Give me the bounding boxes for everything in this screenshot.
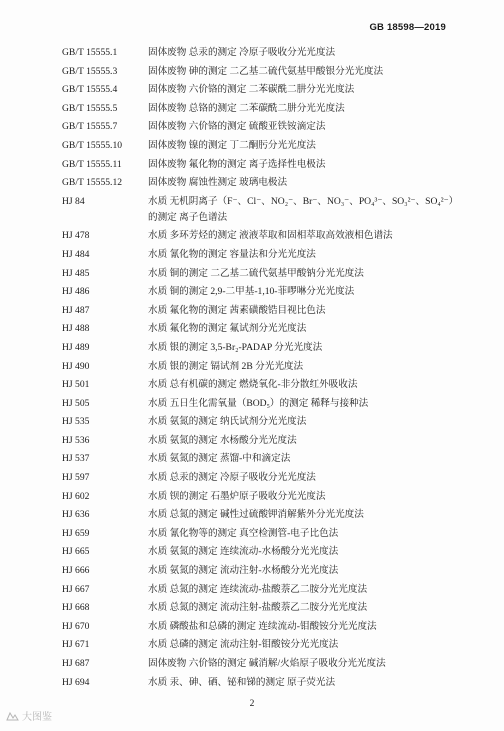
watermark <box>6 708 52 723</box>
standard-title: 水质 氰化物等的测定 真空检测管-电子比色法 <box>148 527 339 539</box>
standard-code: GB/T 15555.11 <box>62 158 122 170</box>
standard-code: HJ 505 <box>62 397 90 409</box>
watermark-text: 大图鉴 <box>22 712 52 723</box>
standard-code: HJ 668 <box>62 602 90 614</box>
standard-code: HJ 597 <box>62 472 90 484</box>
standard-title: 水质 总磷的测定 流动注射-钼酸铵分光光度法 <box>148 639 339 651</box>
standard-code: GB/T 15555.1 <box>62 47 118 58</box>
standard-code: HJ 670 <box>62 620 90 632</box>
standard-title: 固体废物 镍的测定 丁二酮肟分光光度法 <box>148 139 316 151</box>
standard-code: HJ 665 <box>62 546 90 558</box>
standard-code: HJ 485 <box>62 267 90 279</box>
standard-code: HJ 694 <box>62 676 90 688</box>
standard-code-header: GB 18598—2019 <box>369 22 446 33</box>
standard-title: 固体废物 六价铬的测定 硫酸亚铁铵滴定法 <box>148 121 326 133</box>
standard-row <box>62 376 452 395</box>
standard-row <box>62 246 452 265</box>
standard-row <box>62 100 452 119</box>
standard-code: HJ 478 <box>62 230 90 242</box>
standard-row <box>62 63 452 82</box>
standard-row <box>62 581 452 600</box>
standard-title: 水质 氨氮的测定 连续流动-水杨酸分光光度法 <box>148 546 339 558</box>
standard-row <box>62 636 452 655</box>
standard-code: HJ 489 <box>62 341 90 353</box>
standard-title: 固体废物 六价铬的测定 碱消解/火焰原子吸收分光光度法 <box>148 658 386 669</box>
standard-title: 水质 银的测定 镉试剂 2B 分光光度法 <box>148 360 304 372</box>
standard-title: 水质 氨氮的测定 流动注射-水杨酸分光光度法 <box>148 565 339 577</box>
standard-title: 固体废物 总铬的测定 二苯碳酰二肼分光光度法 <box>148 102 345 114</box>
standard-row <box>62 283 452 302</box>
standard-title: 水质 总汞的测定 冷原子吸收分光光度法 <box>148 472 316 484</box>
standard-row <box>62 118 452 137</box>
standard-row <box>62 618 452 637</box>
standard-code: HJ 659 <box>62 527 90 539</box>
standard-row <box>62 339 452 358</box>
standard-title: 水质 氨氮的测定 纳氏试剂分光光度法 <box>148 416 307 428</box>
standard-row <box>62 413 452 432</box>
standard-code: HJ 636 <box>62 509 90 521</box>
standard-row <box>62 44 452 63</box>
watermark-logo-icon <box>6 711 19 721</box>
standard-code: GB/T 15555.4 <box>62 84 118 96</box>
standard-code: HJ 535 <box>62 416 90 428</box>
standard-code: HJ 490 <box>62 360 90 372</box>
standard-title: 水质 银的测定 3,5-Br₂-PADAP 分光光度法 <box>148 341 323 353</box>
standard-title: 水质 钡的测定 石墨炉原子吸收分光光度法 <box>148 490 326 502</box>
standard-title: 水质 氟化物的测定 茜素磺酸锆目视比色法 <box>148 304 326 316</box>
standard-code: HJ 666 <box>62 565 90 577</box>
standard-code: HJ 84 <box>62 195 85 207</box>
standards-list <box>62 44 459 692</box>
standard-title: 水质 总氮的测定 碱性过硫酸钾消解紫外分光光度法 <box>148 509 364 521</box>
standard-code: HJ 537 <box>62 453 90 465</box>
standard-code: GB/T 15555.3 <box>62 65 118 77</box>
standard-title: 水质 氨氮的测定 蒸馏-中和滴定法 <box>148 453 291 465</box>
standard-title: 水质 五日生化需氧量（BOD₅）的测定 稀释与接种法 <box>148 397 369 409</box>
standard-code: HJ 486 <box>62 286 90 298</box>
standard-title: 水质 多环芳烃的测定 液液萃取和固相萃取高效液相色谱法 <box>148 230 393 242</box>
standard-code: HJ 667 <box>62 583 90 595</box>
standard-row <box>62 506 452 525</box>
standard-row <box>62 174 452 193</box>
standard-title: 水质 汞、砷、硒、铋和锑的测定 原子荧光法 <box>148 676 336 688</box>
standard-row <box>62 156 452 175</box>
standard-row <box>62 599 452 618</box>
standard-title-continuation: 的测定 离子色谱法 <box>148 212 228 224</box>
standard-code: GB/T 15555.12 <box>62 177 123 189</box>
standard-row <box>62 227 452 246</box>
standard-title: 固体废物 腐蚀性测定 玻璃电极法 <box>148 177 288 189</box>
standard-row <box>62 358 452 377</box>
standard-row <box>62 265 452 284</box>
standard-row <box>62 450 452 469</box>
standard-row <box>62 395 452 414</box>
standard-code: HJ 602 <box>62 490 90 502</box>
standard-title: 水质 氟化物的测定 氟试剂分光光度法 <box>148 323 307 335</box>
standard-row <box>62 562 452 581</box>
standard-row <box>62 302 452 321</box>
standard-code: HJ 484 <box>62 248 90 260</box>
standard-title: 水质 总氮的测定 流动注射-盐酸萘乙二胺分光光度法 <box>148 602 368 614</box>
standard-row <box>62 193 459 212</box>
standard-title: 水质 无机阴离子（F⁻、Cl⁻、NO₂⁻、Br⁻、NO₃⁻、PO₄³⁻、SO₃²⁻、SO₄²⁻） <box>148 195 459 207</box>
standard-row <box>62 81 452 100</box>
standard-row <box>62 543 452 562</box>
standard-row <box>62 320 452 339</box>
standard-row <box>62 655 452 674</box>
standard-code: GB/T 15555.5 <box>62 102 118 114</box>
standard-title: 水质 氨氮的测定 水杨酸分光光度法 <box>148 434 297 446</box>
standard-code: GB/T 15555.7 <box>62 121 118 133</box>
standard-title: 水质 铜的测定 二乙基二硫代氨基甲酸钠分光光度法 <box>148 267 364 279</box>
standard-row <box>62 674 452 693</box>
standard-row <box>62 525 452 544</box>
standard-code: HJ 536 <box>62 434 90 446</box>
standard-title: 水质 总氮的测定 连续流动-盐酸萘乙二胺分光光度法 <box>148 583 368 595</box>
standard-title: 水质 磷酸盐和总磷的测定 连续流动-钼酸铵分光光度法 <box>148 620 377 632</box>
standard-title: 固体废物 砷的测定 二乙基二硫代氨基甲酸银分光光度法 <box>148 65 384 77</box>
standard-row <box>62 137 452 156</box>
standard-code: HJ 671 <box>62 639 90 651</box>
standard-code: HJ 488 <box>62 323 90 335</box>
standard-title: 水质 铜的测定 2,9-二甲基-1,10-菲啰啉分光光度法 <box>148 286 355 298</box>
standard-code: HJ 487 <box>62 304 90 316</box>
standard-title: 水质 总有机碳的测定 燃烧氧化-非分散红外吸收法 <box>148 379 358 391</box>
page-number: 2 <box>249 699 255 709</box>
standard-code: GB/T 15555.10 <box>62 139 123 151</box>
standard-code: HJ 501 <box>62 379 90 391</box>
standard-title: 固体废物 六价铬的测定 二苯碳酰二肼分光光度法 <box>148 84 355 96</box>
standard-code: HJ 687 <box>62 658 90 669</box>
standard-title: 固体废物 总汞的测定 冷原子吸收分光光度法 <box>148 47 336 58</box>
standard-row <box>62 488 452 507</box>
standard-title: 水质 氰化物的测定 容量法和分光光度法 <box>148 248 316 260</box>
standard-row <box>62 469 452 488</box>
standard-row <box>62 432 452 451</box>
standard-title: 固体废物 氟化物的测定 离子选择性电极法 <box>148 158 326 170</box>
